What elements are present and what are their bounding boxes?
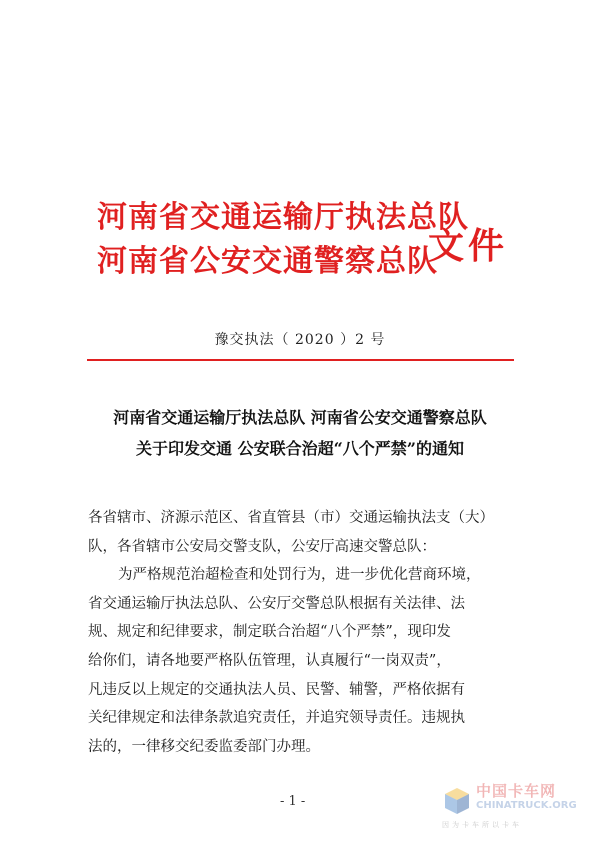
title-line: 河南省交通运输厅执法总队 河南省公安交通警察总队 xyxy=(113,408,487,427)
issuer-line: 河南省交通运输厅执法总队 xyxy=(97,200,469,235)
title-line: 关于印发交通 公安联合治超“八个严禁”的通知 xyxy=(136,439,464,458)
salutation-line: 各省辖市、济源示范区、省直管县（市）交通运输执法支（大） xyxy=(88,510,494,526)
watermark xyxy=(432,778,592,838)
issuer-block xyxy=(97,196,469,284)
page-number: - 1 - xyxy=(280,794,306,809)
paragraph-line: 法的，一律移交纪委监委部门办理。 xyxy=(88,738,320,755)
document-title xyxy=(0,402,600,464)
issuer-line: 河南省公安交通警察总队 xyxy=(97,244,438,279)
paragraph-line: 关纪律规定和法律条款追究责任，并追究领导责任。违规执 xyxy=(88,710,465,727)
watermark-name: 中国卡车网 xyxy=(476,782,557,800)
paragraph-line: 为严格规范治超检查和处罚行为，进一步优化营商环境， xyxy=(118,567,481,584)
document-body xyxy=(88,504,518,761)
watermark-domain: CHINATRUCK.ORG xyxy=(476,800,577,811)
red-divider xyxy=(87,359,514,361)
paragraph-line: 规、规定和纪律要求，制定联合治超“八个严禁”，现印发 xyxy=(88,624,451,641)
document-type: 文件 xyxy=(428,225,509,267)
watermark-slogan: 因为卡车所以卡车 xyxy=(442,821,522,829)
paragraph-line: 给你们，请各地要严格队伍管理，认真履行“一岗双责”， xyxy=(88,652,451,669)
paragraph-line: 凡违反以上规定的交通执法人员、民警、辅警，严格依据有 xyxy=(88,681,465,698)
paragraph-line: 省交通运输厅执法总队、公安厅交警总队根据有关法律、法 xyxy=(88,595,465,612)
document-number: 豫交执法（ 2020 ）2 号 xyxy=(214,332,386,348)
salutation-line: 队，各省辖市公安局交警支队，公安厅高速交警总队： xyxy=(88,538,436,555)
cube-logo-icon xyxy=(442,786,472,816)
